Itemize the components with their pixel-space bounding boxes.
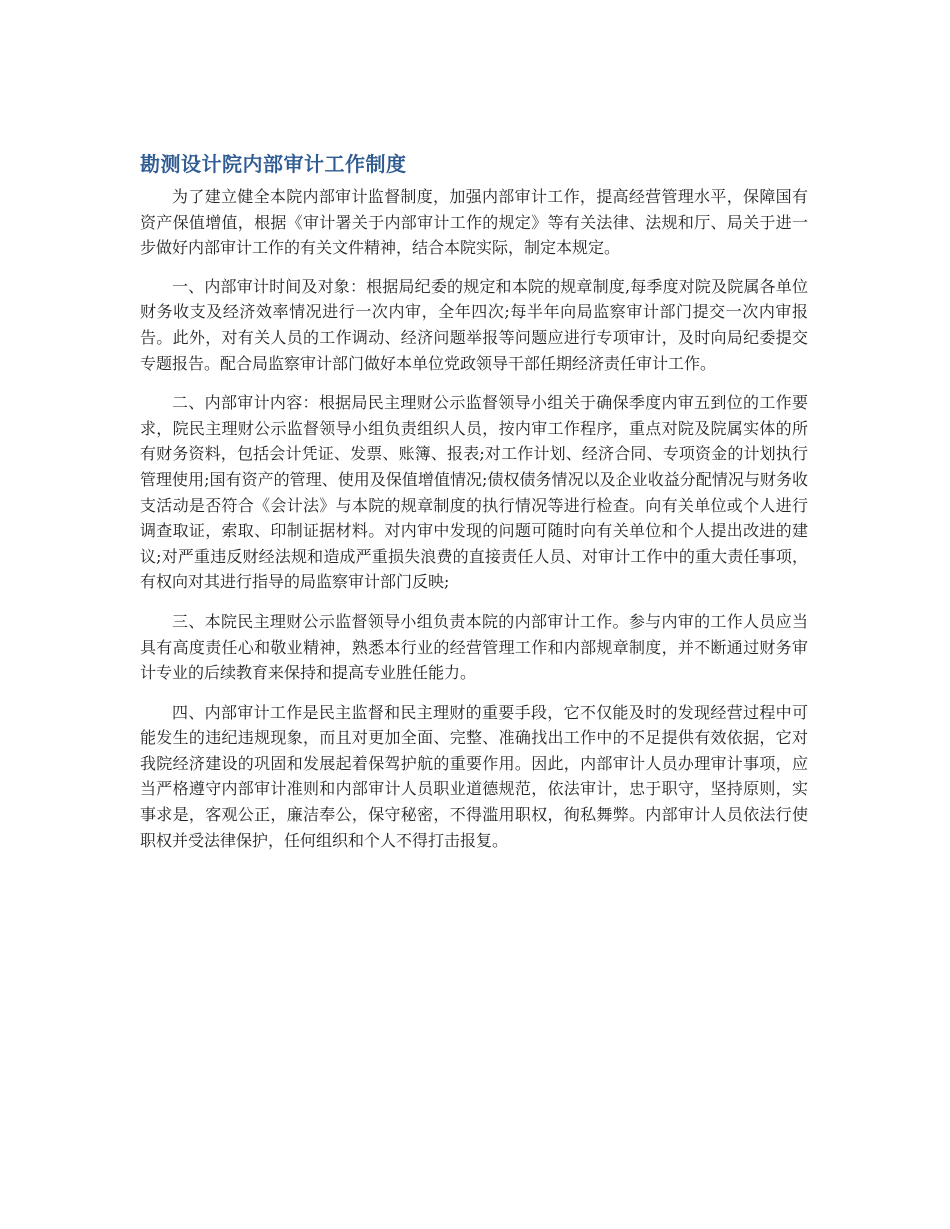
- document-body: [140, 148, 808, 867]
- section-3-paragraph: 三、本院民主理财公示监督领导小组负责本院的内部审计工作。参与内审的工作人员应当具有高度责任心和敬业精神，熟悉本行业的经营管理工作和内部规章制度，并不断通过财务审计专业的后续教育来保持和提高专业胜任能力。: [140, 611, 808, 683]
- section-2-paragraph: 二、内部审计内容：根据局民主理财公示监督领导小组关于确保季度内审五到位的工作要求，院民主理财公示监督领导小组负责组织人员，按内审工作程序，重点对院及院属实体的所有财务资料，包括会计凭证、发票、账簿、报表;对工作计划、经济合同、专项资金的计划执行管理使用;国有资产的管理、使用及保值增值情况;债权债务情况以及企业收益分配情况与财务收支活动是否符合《会计法》与本院的规章制度的执行情况等进行检查。向有关单位或个人进行调查取证，索取、印制证据材料。对内审中发现的问题可随时向有关单位和个人提出改进的建议;对严重违反财经法规和造成严重损失浪费的直接责任人员、对审计工作中的重大责任事项，有权向对其进行指导的局监察审计部门反映;: [140, 393, 808, 592]
- intro-paragraph: 为了建立健全本院内部审计监督制度，加强内部审计工作，提高经营管理水平，保障国有资产保值增值，根据《审计署关于内部审计工作的规定》等有关法律、法规和厅、局关于进一步做好内部审计工作的有关文件精神，结合本院实际，制定本规定。: [140, 187, 808, 258]
- document-title: 勘测设计院内部审计工作制度: [140, 152, 407, 176]
- section-1-paragraph: 一、内部审计时间及对象：根据局纪委的规定和本院的规章制度,每季度对院及院属各单位财务收支及经济效率情况进行一次内审，全年四次;每半年向局监察审计部门提交一次内审报告。此外，对有关人员的工作调动、经济问题举报等问题应进行专项审计，及时向局纪委提交专题报告。配合局监察审计部门做好本单位党政领导干部任期经济责任审计工作。: [140, 276, 808, 373]
- section-4-paragraph: 四、内部审计工作是民主监督和民主理财的重要手段，它不仅能及时的发现经营过程中可能发生的违纪违规现象，而且对更加全面、完整、准确找出工作中的不足提供有效依据，它对我院经济建设的巩固和发展起着保驾护航的重要作用。因此，内部审计人员办理审计事项，应当严格遵守内部审计准则和内部审计人员职业道德规范，依法审计，忠于职守，坚持原则，实事求是，客观公正，廉洁奉公，保守秘密，不得滥用职权，徇私舞弊。内部审计人员依法行使职权并受法律保护，任何组织和个人不得打击报复。: [140, 702, 808, 850]
